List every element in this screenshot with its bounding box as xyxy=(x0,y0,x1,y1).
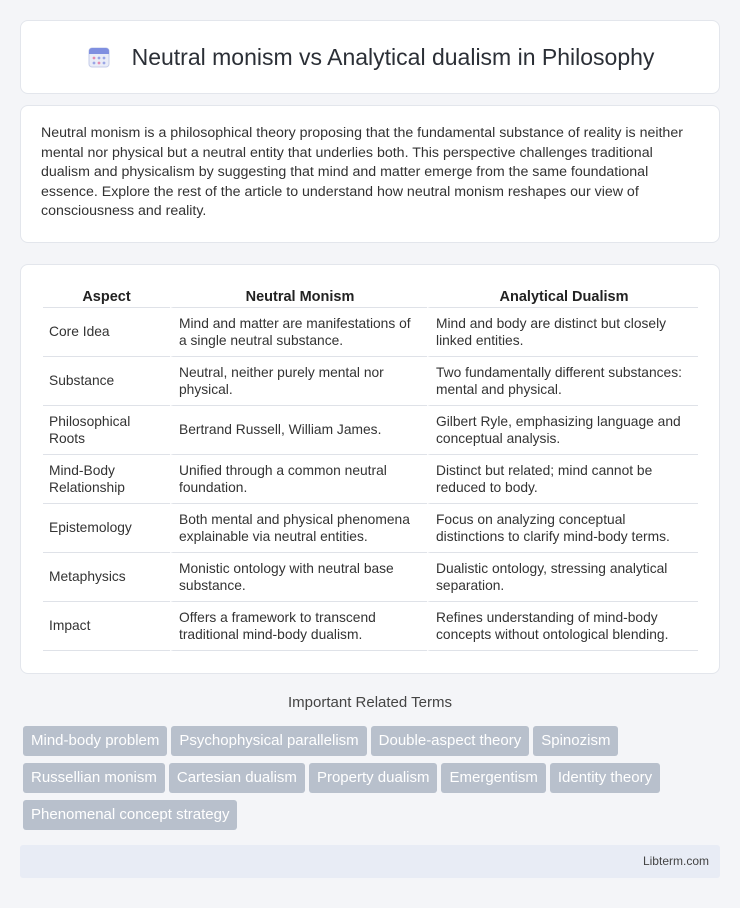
calendar-icon xyxy=(86,44,112,70)
analytical-dualism-cell: Refines understanding of mind-body concepts without ontological blending. xyxy=(427,602,698,651)
neutral-monism-cell: Mind and matter are manifestations of a single neutral substance. xyxy=(170,308,427,357)
table-header-row xyxy=(43,285,698,308)
table-row xyxy=(43,406,698,455)
table-row xyxy=(43,357,698,406)
column-header-analytical-dualism: Analytical Dualism xyxy=(427,285,698,308)
neutral-monism-cell: Unified through a common neutral foundation. xyxy=(170,455,427,504)
related-term-tag[interactable]: Phenomenal concept strategy xyxy=(23,800,237,830)
analytical-dualism-cell: Mind and body are distinct but closely linked entities. xyxy=(427,308,698,357)
aspect-cell: Metaphysics xyxy=(43,553,170,602)
related-term-tag[interactable]: Russellian monism xyxy=(23,763,165,793)
analytical-dualism-cell: Gilbert Ryle, emphasizing language and conceptual analysis. xyxy=(427,406,698,455)
analytical-dualism-cell: Focus on analyzing conceptual distinctions to clarify mind-body terms. xyxy=(427,504,698,553)
column-header-aspect: Aspect xyxy=(43,285,170,308)
footer xyxy=(20,845,720,878)
related-terms-tags xyxy=(23,726,723,837)
header-card xyxy=(20,20,720,94)
related-term-tag[interactable]: Psychophysical parallelism xyxy=(171,726,366,756)
analytical-dualism-cell: Dualistic ontology, stressing analytical separation. xyxy=(427,553,698,602)
related-term-tag[interactable]: Emergentism xyxy=(441,763,545,793)
aspect-cell: Impact xyxy=(43,602,170,651)
aspect-cell: Substance xyxy=(43,357,170,406)
column-header-neutral-monism: Neutral Monism xyxy=(170,285,427,308)
intro-card xyxy=(20,105,720,243)
table-row xyxy=(43,602,698,651)
analytical-dualism-cell: Distinct but related; mind cannot be reduced to body. xyxy=(427,455,698,504)
related-term-tag[interactable]: Double-aspect theory xyxy=(371,726,530,756)
page-title: Neutral monism vs Analytical dualism in Philosophy xyxy=(131,43,655,70)
related-term-tag[interactable]: Mind-body problem xyxy=(23,726,167,756)
comparison-table-card xyxy=(20,264,720,674)
related-terms-title: Important Related Terms xyxy=(288,694,452,711)
related-term-tag[interactable]: Identity theory xyxy=(550,763,660,793)
intro-text: Neutral monism is a philosophical theory proposing that the fundamental substance of reality is neither mental nor physical but a neutral entity that underlies both. This perspective challenges traditional dualism and physicalism by suggesting that mind and matter emerge from the same foundational essence. Explore the rest of the article to understand how neutral monism reshapes our view of consciousness and reality. xyxy=(41,125,683,220)
table-row xyxy=(43,553,698,602)
footer-site-link[interactable]: Libterm.com xyxy=(642,854,709,868)
aspect-cell: Mind-Body Relationship xyxy=(43,455,170,504)
related-term-tag[interactable]: Property dualism xyxy=(309,763,438,793)
analytical-dualism-cell: Two fundamentally different substances: mental and physical. xyxy=(427,357,698,406)
aspect-cell: Epistemology xyxy=(43,504,170,553)
related-term-tag[interactable]: Spinozism xyxy=(533,726,618,756)
comparison-table xyxy=(43,285,698,651)
neutral-monism-cell: Offers a framework to transcend traditional mind-body dualism. xyxy=(170,602,427,651)
table-row xyxy=(43,504,698,553)
related-term-tag[interactable]: Cartesian dualism xyxy=(169,763,305,793)
neutral-monism-cell: Both mental and physical phenomena explainable via neutral entities. xyxy=(170,504,427,553)
table-row xyxy=(43,308,698,357)
aspect-cell: Core Idea xyxy=(43,308,170,357)
aspect-cell: Philosophical Roots xyxy=(43,406,170,455)
neutral-monism-cell: Bertrand Russell, William James. xyxy=(170,406,427,455)
neutral-monism-cell: Monistic ontology with neutral base substance. xyxy=(170,553,427,602)
neutral-monism-cell: Neutral, neither purely mental nor physical. xyxy=(170,357,427,406)
table-row xyxy=(43,455,698,504)
